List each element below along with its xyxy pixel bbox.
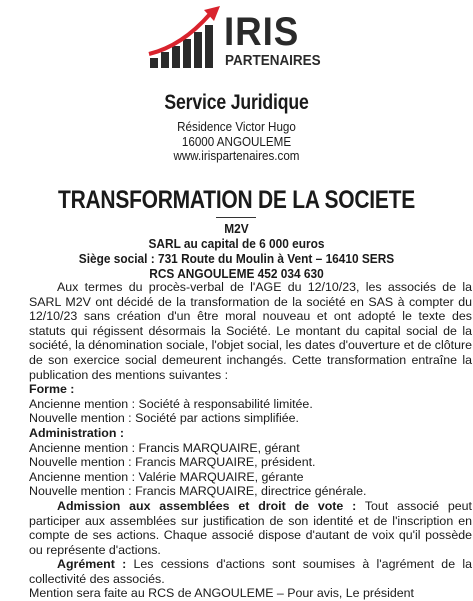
iris-partenaires-logo xyxy=(148,6,338,72)
company-rcs: RCS ANGOULEME 452 034 630 xyxy=(149,267,324,281)
company-capital: SARL au capital de 6 000 euros xyxy=(148,237,325,251)
notice-title: TRANSFORMATION DE LA SOCIETE xyxy=(58,186,415,214)
title-divider xyxy=(216,217,256,218)
admin-mention: Nouvelle mention : Francis MARQUAIRE, président. xyxy=(29,455,316,470)
forme-heading: Forme : xyxy=(29,382,75,397)
admin-mention: Nouvelle mention : Francis MARQUAIRE, directrice générale. xyxy=(29,484,367,499)
agrement-text: Les cessions d'actions sont soumises à l'agrément de la collectivité des associés. xyxy=(29,557,473,586)
rising-bar-chart-arrow-icon xyxy=(148,6,228,72)
logo-subtitle-text: PARTENAIRES xyxy=(225,53,321,69)
agrement-heading: Agrément : xyxy=(57,557,127,572)
forme-new-mention: Nouvelle mention : Société par actions simplifiée. xyxy=(29,411,299,426)
admin-mention: Ancienne mention : Valérie MARQUAIRE, gérante xyxy=(29,469,304,484)
address-block xyxy=(0,120,473,164)
address-line-2: 16000 ANGOULEME xyxy=(181,134,292,149)
company-siege: Siège social : 731 Route du Moulin à Vent – 16410 SERS xyxy=(78,252,395,266)
address-line-1: Résidence Victor Hugo xyxy=(177,120,296,134)
admission-paragraph xyxy=(1,499,472,557)
company-info-block xyxy=(0,222,473,282)
admin-mention: Ancienne mention : Francis MARQUAIRE, gérant xyxy=(29,440,300,455)
service-title: Service Juridique xyxy=(164,91,309,114)
agrement-paragraph xyxy=(1,557,472,586)
admission-text: Tout associé peut participer aux assemblées sur justification de son identité et de l'inscription en compte de ses actions. Chaque associé dispose d'autant de voix qu'il possède ou représente d'actions. xyxy=(29,498,472,557)
admission-heading: Admission aux assemblées et droit de vote : xyxy=(57,498,357,513)
notice-body xyxy=(1,280,472,601)
administration-heading: Administration : xyxy=(29,425,124,440)
closing-line: Mention sera faite au RCS de ANGOULEME – Pour avis, Le président xyxy=(29,586,414,601)
logo-brand-text: IRIS xyxy=(224,10,300,54)
forme-old-mention: Ancienne mention : Société à responsabilité limitée. xyxy=(29,396,313,411)
intro-paragraph: Aux termes du procès-verbal de l'AGE du 12/10/23, les associés de la SARL M2V ont décidé de la transformation de la société en SAS à compter du 12/10/23 sans création d'un être moral nouveau et ont adopté le texte des statuts qui régissent désormais la Société. Le montant du capital social de la société, la dénomination sociale, l'objet social, les dates d'ouverture et de clôture de son exercice social demeurent inchangés. Cette transformation entraîne la publication des mentions suivantes : xyxy=(29,280,472,382)
website-link[interactable]: www.irispartenaires.com xyxy=(173,149,300,163)
company-name: M2V xyxy=(224,222,249,236)
